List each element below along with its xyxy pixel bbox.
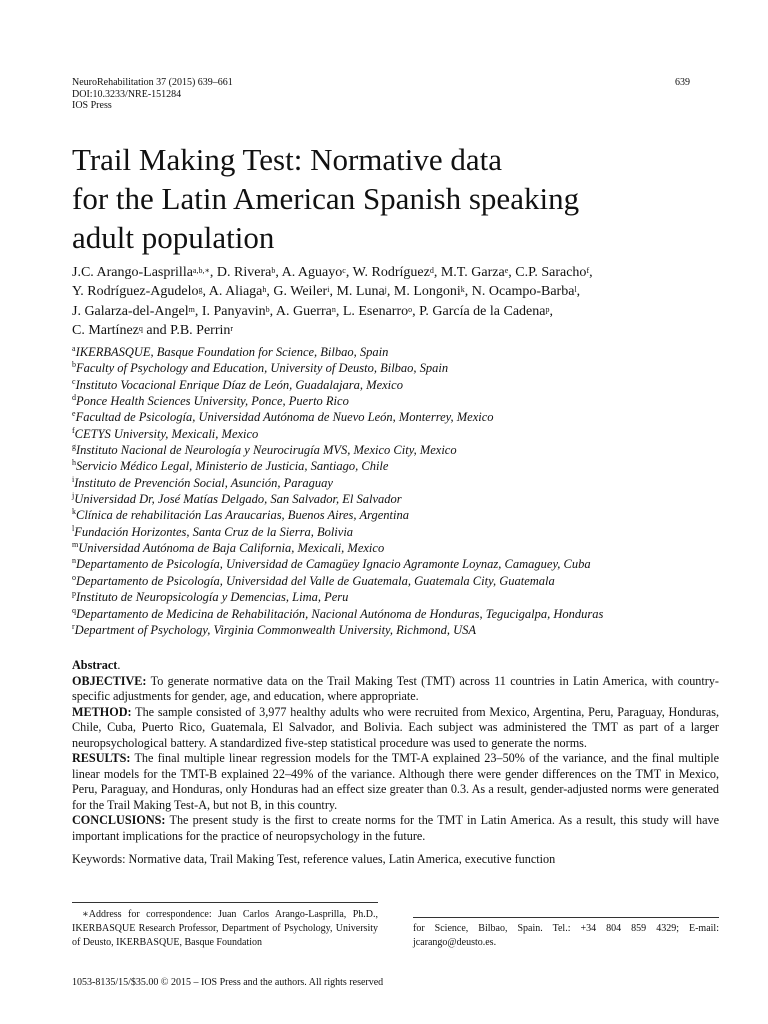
author: J. Galarza-del-Angel bbox=[72, 303, 189, 319]
author-sep: , bbox=[275, 265, 282, 280]
abstract-results bbox=[72, 751, 719, 813]
affiliation-text: Servicio Médico Legal, Ministerio de Justicia, Santiago, Chile bbox=[76, 459, 389, 474]
correspondence-footnote-continued: for Science, Bilbao, Spain. Tel.: +34 804 859 4329; E-mail: jcarango@deusto.es. bbox=[413, 923, 719, 948]
abstract-heading bbox=[72, 658, 719, 674]
journal-info bbox=[72, 77, 233, 112]
author-sep: , bbox=[202, 284, 209, 300]
author-list bbox=[72, 263, 712, 341]
author-sep: , bbox=[209, 265, 217, 280]
footnote-divider bbox=[72, 902, 378, 903]
affiliation bbox=[72, 344, 712, 360]
affiliation bbox=[72, 377, 712, 393]
abstract-conclusions bbox=[72, 813, 719, 844]
affiliation-sup: j bbox=[72, 491, 75, 501]
author-sup: b bbox=[271, 266, 276, 275]
correspondence-footnote: ∗Address for correspondence: Juan Carlos Arango-Lasprilla, Ph.D., IKERBASQUE Research Professor, Department of Psychology, University of Deusto, IKERBASQUE, Basque Foundation bbox=[72, 909, 378, 948]
affiliation bbox=[72, 556, 712, 572]
affiliation-text: Departamento de Psicología, Universidad del Valle de Guatemala, Guatemala City, Guatemala bbox=[76, 573, 555, 588]
author-sup: h bbox=[262, 285, 267, 295]
keywords: Keywords: Normative data, Trail Making Test, reference values, Latin America, executive function bbox=[72, 852, 556, 866]
affiliation-text: Department of Psychology, Virginia Commonwealth University, Richmond, USA bbox=[74, 622, 477, 637]
section-label: RESULTS: bbox=[72, 751, 131, 765]
author: N. Ocampo-Barba bbox=[471, 284, 575, 300]
affiliation-sup: c bbox=[72, 376, 76, 386]
affiliation-sup: h bbox=[72, 458, 76, 468]
author-line-1 bbox=[72, 263, 712, 282]
author-line-4 bbox=[72, 321, 712, 340]
author-sup: b bbox=[265, 304, 270, 314]
affiliation-text: Universidad Dr, José Matías Delgado, San Salvador, El Salvador bbox=[74, 492, 402, 507]
affiliation-sup: n bbox=[72, 556, 76, 566]
author-sup: g bbox=[198, 285, 203, 295]
author-sup: o bbox=[408, 304, 413, 314]
affiliation bbox=[72, 606, 712, 622]
affiliation-sup: d bbox=[72, 393, 76, 403]
section-text: To generate normative data on the Trail Making Test (TMT) across 11 countries in Latin America, with country-specific adjustments for gender, age, and education, where appropriate. bbox=[72, 673, 719, 703]
author-sup: p bbox=[545, 304, 550, 314]
title-line-3: adult population bbox=[72, 220, 275, 255]
abstract bbox=[72, 658, 719, 844]
author: C. Martínez bbox=[72, 323, 139, 339]
affiliation-text: Instituto de Neuropsicología y Demencias, Lima, Peru bbox=[76, 590, 349, 605]
author-sup: n bbox=[331, 304, 336, 314]
affiliation bbox=[72, 360, 712, 376]
affiliation bbox=[72, 458, 712, 474]
paper-title bbox=[72, 140, 712, 257]
affiliation bbox=[72, 573, 712, 589]
section-text: The sample consisted of 3,977 healthy adults who were recruited from Mexico, Argentina, Peru, Paraguay, Honduras, Chile, Cuba, Puerto Rico, Guatemala, El Salvador, and Bolivia. Each subject was administered the TMT as part of a larger neuropsychological battery. A standardized five-step statistical procedure was used to generate the norms. bbox=[72, 704, 719, 750]
author: P. García de la Cadena bbox=[419, 303, 546, 319]
author: A. Aliaga bbox=[208, 284, 263, 300]
affiliation-text: Universidad Autónoma de Baja California, Mexicali, Mexico bbox=[78, 541, 385, 556]
doi: DOI:10.3233/NRE-151284 bbox=[72, 88, 182, 100]
title-line-1: Trail Making Test: Normative data bbox=[72, 142, 503, 177]
author-sep: , bbox=[194, 303, 202, 319]
affiliation-text: Clínica de rehabilitación Las Araucarias, Buenos Aires, Argentina bbox=[76, 508, 409, 523]
affiliation-sup: m bbox=[72, 540, 79, 550]
affiliation-text: IKERBASQUE, Basque Foundation for Science, Bilbao, Spain bbox=[75, 345, 389, 359]
author-sep: and bbox=[142, 323, 171, 339]
page-number: 639 bbox=[675, 77, 690, 88]
affiliation-sup: o bbox=[72, 572, 76, 582]
author: G. Weiler bbox=[273, 284, 328, 300]
affiliation-text: Ponce Health Sciences University, Ponce, Puerto Rico bbox=[76, 394, 349, 409]
section-text: The present study is the first to create norms for the TMT in Latin America. As a result, this study will have important implications for the practice of neuropsychology in the future. bbox=[72, 813, 720, 843]
footnote-divider-right bbox=[413, 917, 719, 918]
author-sup: k bbox=[460, 285, 465, 295]
affiliation-text: Instituto Nacional de Neurología y Neurocirugía MVS, Mexico City, Mexico bbox=[76, 443, 457, 458]
affiliation bbox=[72, 622, 712, 638]
author-sep: , bbox=[464, 284, 472, 300]
affiliation bbox=[72, 540, 712, 556]
affiliation-sup: p bbox=[72, 589, 76, 599]
author-sup: i bbox=[327, 285, 330, 295]
author-sup: a,b,∗ bbox=[192, 266, 210, 275]
affiliation-text: Faculty of Psychology and Education, University of Deusto, Bilbao, Spain bbox=[76, 361, 449, 376]
author-sep: , bbox=[576, 284, 581, 300]
author: W. Rodríguez bbox=[352, 265, 430, 280]
author-line-2 bbox=[72, 282, 712, 301]
affiliation bbox=[72, 524, 712, 540]
abstract-objective bbox=[72, 674, 719, 705]
abstract-heading-text: Abstract bbox=[72, 658, 118, 672]
affiliation-text: Instituto Vocacional Enrique Díaz de León, Guadalajara, Mexico bbox=[75, 377, 403, 392]
copyright-notice: 1053-8135/15/$35.00 © 2015 – IOS Press and the authors. All rights reserved bbox=[72, 977, 384, 988]
author: M. Luna bbox=[336, 284, 385, 300]
author-sup: m bbox=[188, 304, 195, 314]
section-label: METHOD: bbox=[72, 704, 132, 719]
affiliation-sup: q bbox=[72, 605, 76, 615]
author-sup: q bbox=[138, 324, 143, 334]
author-sep: , bbox=[329, 284, 337, 300]
author-sep: , bbox=[508, 265, 516, 280]
affiliation bbox=[72, 409, 712, 425]
author-sup: e bbox=[504, 266, 509, 275]
affiliation-text: CETYS University, Mexicali, Mexico bbox=[74, 426, 259, 441]
section-label: CONCLUSIONS: bbox=[72, 813, 166, 827]
author-sep: , bbox=[266, 284, 274, 300]
author-sup: l bbox=[574, 285, 577, 295]
author: D. Rivera bbox=[216, 265, 272, 280]
author-sep: , bbox=[335, 303, 343, 319]
affiliation bbox=[72, 507, 712, 523]
affiliation-sup: e bbox=[72, 409, 76, 419]
author-sup: j bbox=[384, 285, 387, 295]
affiliation-text: Departamento de Psicología, Universidad de Camagüey Ignacio Agramonte Loynaz, Camaguey, Cuba bbox=[76, 557, 591, 572]
author: Y. Rodríguez-Agudelo bbox=[72, 284, 199, 300]
affiliation-list bbox=[72, 344, 712, 638]
author-sup: r bbox=[230, 324, 234, 334]
affiliation-text: Departamento de Medicina de Rehabilitación, Nacional Autónoma de Honduras, Tegucigalpa, Honduras bbox=[76, 606, 604, 621]
section-text: The final multiple linear regression models for the TMT-A explained 23–50% of the variance, and the final multiple linear models for the TMT-B explained 22–49% of the variance. Although there were gender differences on the TMT in Mexico, Peru, Paraguay, and Honduras, only Honduras had an effect size greater than 0.3. As a result, gender-adjusted norms were generated for the Trail Making Test-A, but not B, in this country. bbox=[72, 751, 719, 812]
author-sep: , bbox=[549, 303, 553, 319]
affiliation bbox=[72, 491, 712, 507]
author: P.B. Perrin bbox=[170, 323, 231, 339]
affiliation-text: Facultad de Psicología, Universidad Autónoma de Nuevo León, Monterrey, Mexico bbox=[75, 410, 494, 425]
author: M.T. Garza bbox=[440, 265, 505, 280]
title-line-2: for the Latin American Spanish speaking bbox=[72, 181, 580, 216]
affiliation-text: Fundación Horizontes, Santa Cruz de la Sierra, Bolivia bbox=[74, 524, 354, 539]
author-sup: d bbox=[429, 266, 434, 275]
author-line-3 bbox=[72, 302, 712, 321]
author-sep: , bbox=[589, 265, 593, 280]
author-sep: , bbox=[433, 265, 441, 280]
author: J.C. Arango-Lasprilla bbox=[72, 265, 193, 280]
affiliation-sup: f bbox=[72, 425, 75, 435]
affiliation bbox=[72, 393, 712, 409]
author: A. Guerra bbox=[275, 303, 332, 319]
author: I. Panyavin bbox=[201, 303, 266, 319]
affiliation bbox=[72, 589, 712, 605]
author: M. Longoni bbox=[393, 284, 461, 300]
affiliation bbox=[72, 426, 712, 442]
affiliation-sup: i bbox=[72, 474, 75, 484]
author: A. Aguayo bbox=[281, 265, 343, 280]
abstract-method bbox=[72, 705, 719, 752]
affiliation-sup: r bbox=[72, 621, 75, 631]
author: C.P. Saracho bbox=[515, 265, 587, 280]
author-sep: , bbox=[386, 284, 394, 300]
affiliation bbox=[72, 442, 712, 458]
affiliation bbox=[72, 475, 712, 491]
author-sep: , bbox=[269, 303, 276, 319]
author: L. Esenarro bbox=[342, 303, 409, 319]
affiliation-sup: l bbox=[72, 523, 75, 533]
author-sup: c bbox=[342, 266, 346, 275]
author-sep: , bbox=[345, 265, 353, 280]
affiliation-sup: a bbox=[72, 344, 76, 353]
affiliation-text: Instituto de Prevención Social, Asunción, Paraguay bbox=[74, 475, 333, 490]
journal-citation: NeuroRehabilitation 37 (2015) 639–661 bbox=[72, 77, 233, 88]
affiliation-sup: k bbox=[72, 507, 76, 517]
affiliation-sup: b bbox=[72, 360, 76, 370]
publisher: IOS Press bbox=[72, 100, 112, 111]
section-label: OBJECTIVE: bbox=[72, 673, 147, 688]
abstract-heading-punct: . bbox=[117, 658, 121, 672]
author-sup: f bbox=[586, 266, 590, 275]
affiliation-sup: g bbox=[72, 442, 76, 452]
author-sep: , bbox=[412, 303, 420, 319]
